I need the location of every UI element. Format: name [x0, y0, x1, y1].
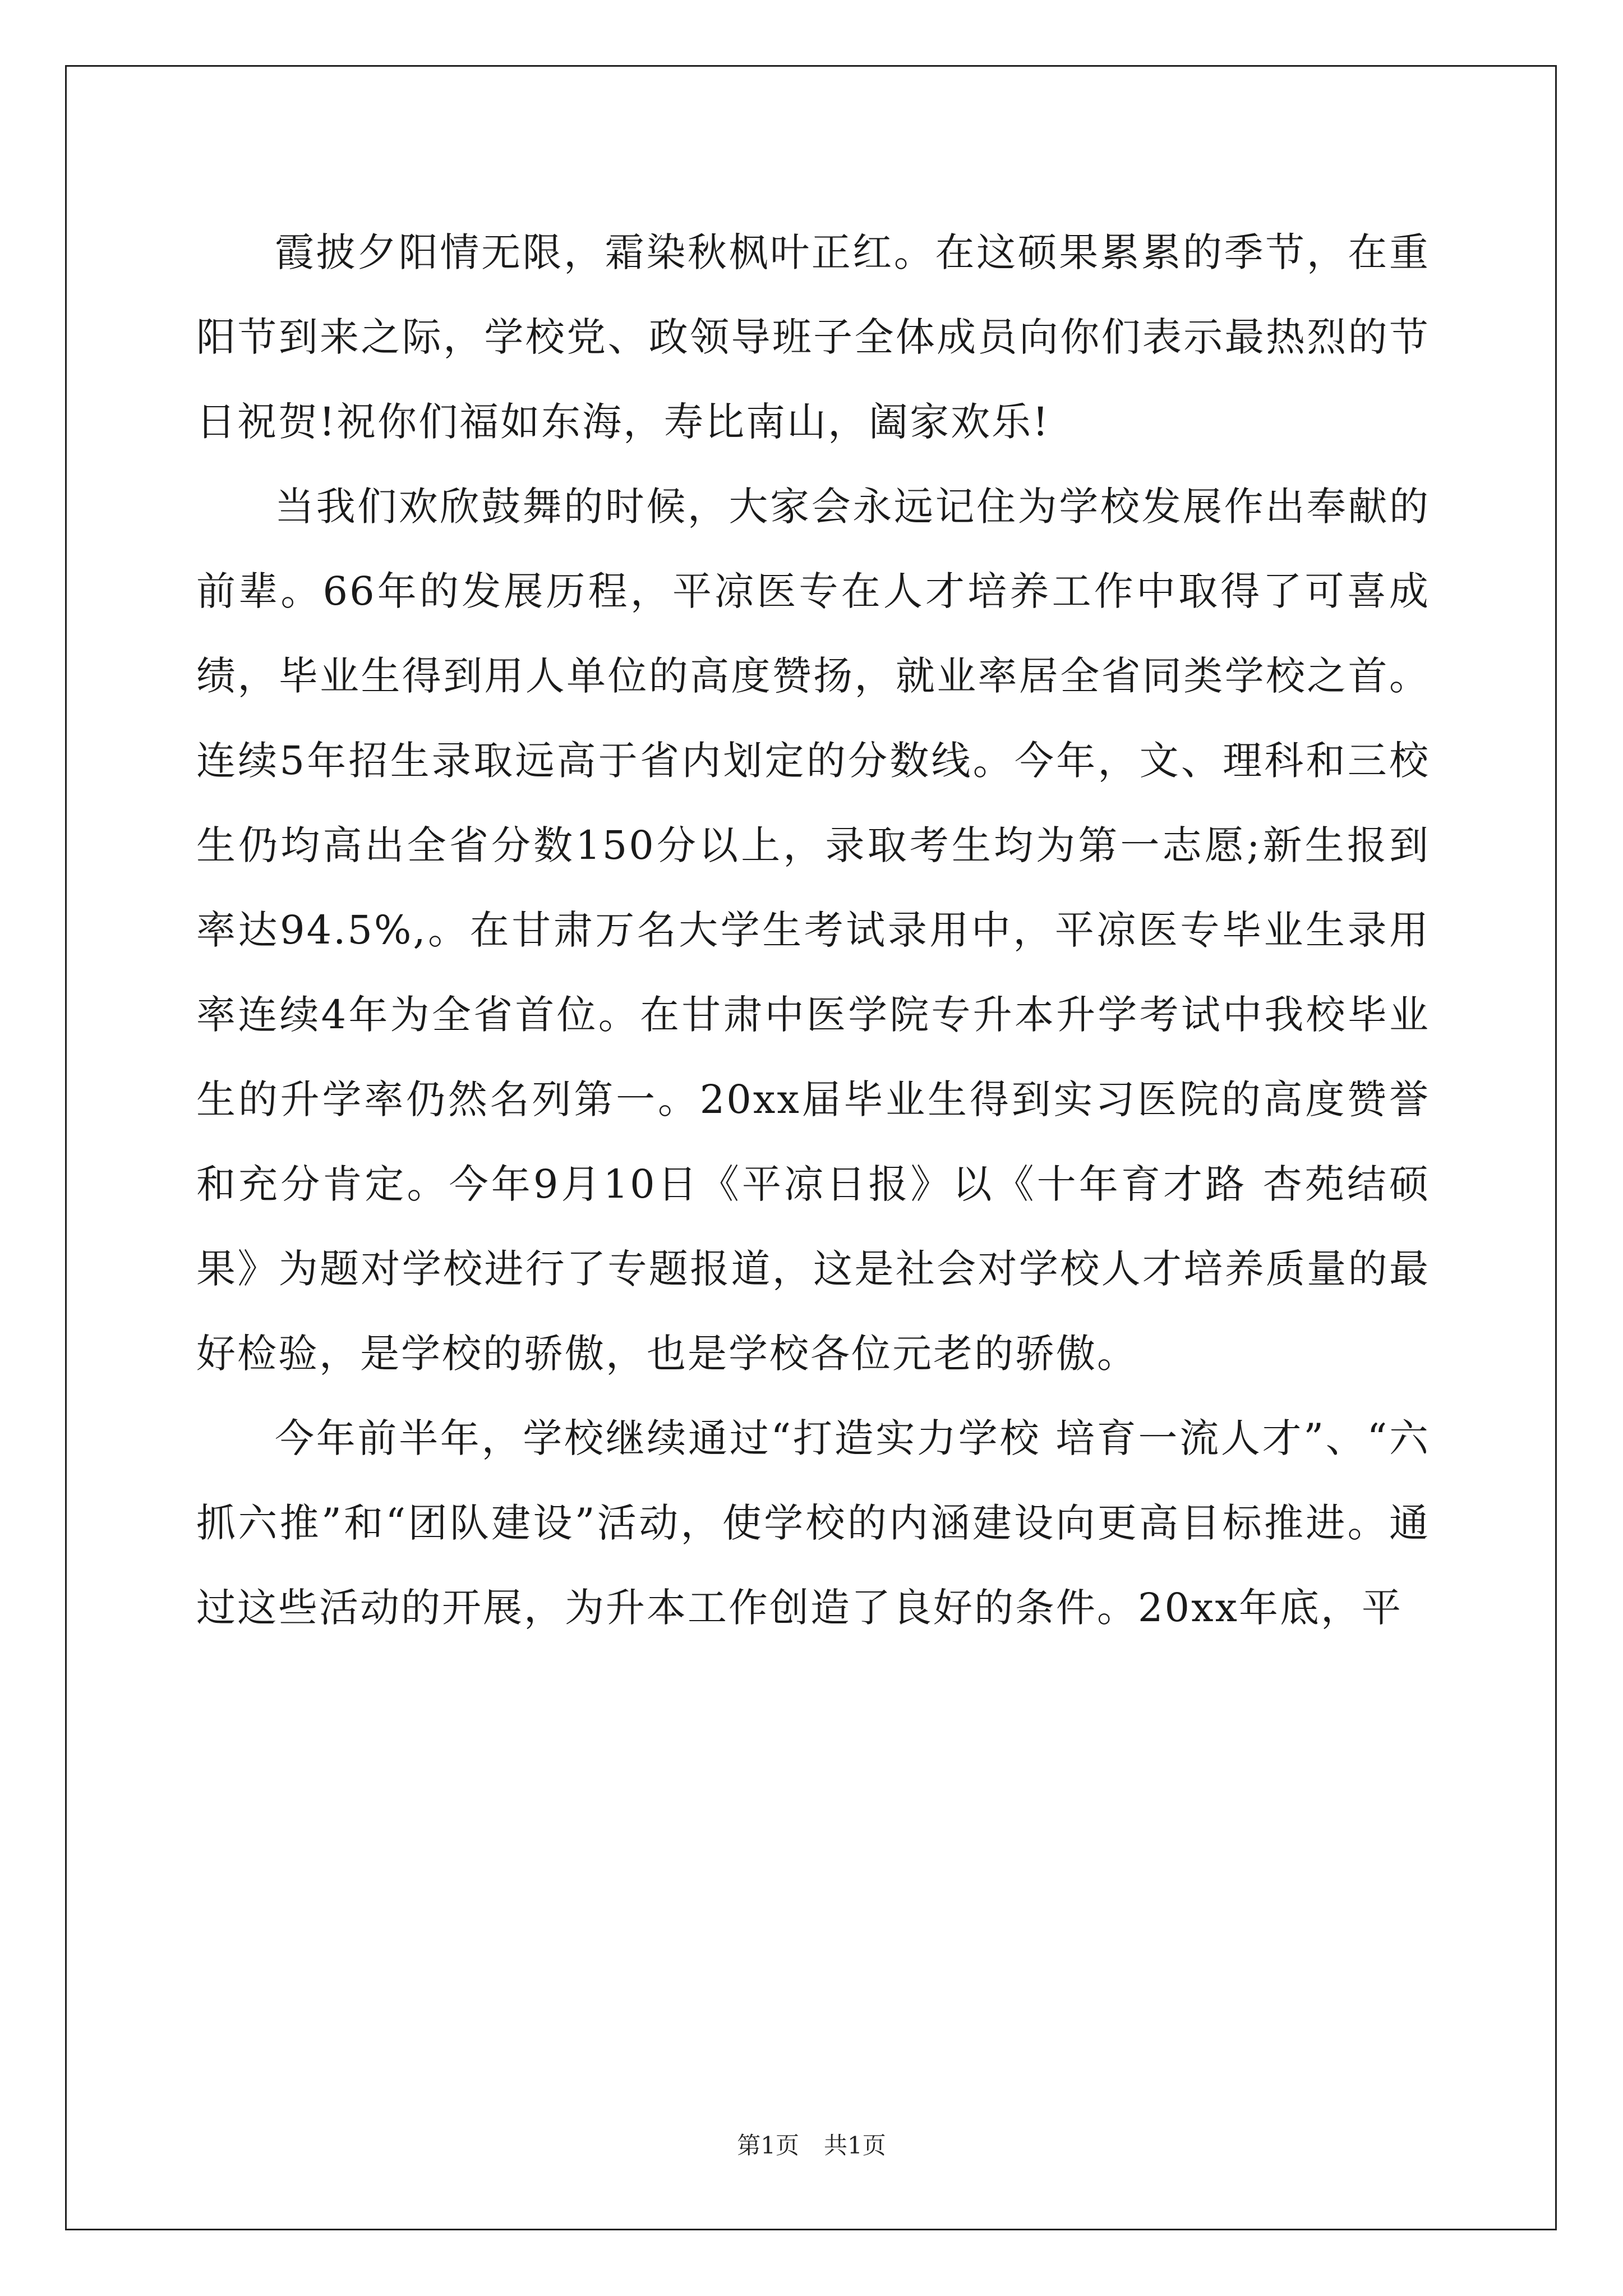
page-total: 共1页: [824, 2132, 886, 2159]
page-number: 第1页: [737, 2132, 799, 2159]
paragraph-1: 霞披夕阳情无限，霜染秋枫叶正红。在这硕果累累的季节，在重阳节到来之际，学校党、政领导班子全体成员向你们表示最热烈的节日祝贺!祝你们福如东海，寿比南山，阖家欢乐!: [196, 229, 1430, 445]
paragraph-3: 今年前半年，学校继续通过“打造实力学校 培育一流人才”、“六抓六推”和“团队建设”活动，使学校的内涵建设向更高目标推进。通过这些活动的开展，为升本工作创造了良好的条件。20xx年底，平: [196, 1415, 1430, 1631]
document-body: [196, 210, 1430, 1650]
paragraph-2: 当我们欢欣鼓舞的时候，大家会永远记住为学校发展作出奉献的前辈。66年的发展历程，平凉医专在人才培养工作中取得了可喜成绩，毕业生得到用人单位的高度赞扬，就业率居全省同类学校之首。连续5年招生录取远高于省内划定的分数线。今年，文、理科和三校生仍均高出全省分数150分以上，录取考生均为第一志愿;新生报到率达94.5%,。在甘肃万名大学生考试录用中，平凉医专毕业生录用率连续4年为全省首位。在甘肃中医学院专升本升学考试中我校毕业生的升学率仍然名列第一。20xx届毕业生得到实习医院的高度赞誉和充分肯定。今年9月10日《平凉日报》以《十年育才路 杏苑结硕果》为题对学校进行了专题报道，这是社会对学校人才培养质量的最好检验，是学校的骄傲，也是学校各位元老的骄傲。: [196, 484, 1430, 1377]
page-footer: [0, 2132, 1623, 2160]
